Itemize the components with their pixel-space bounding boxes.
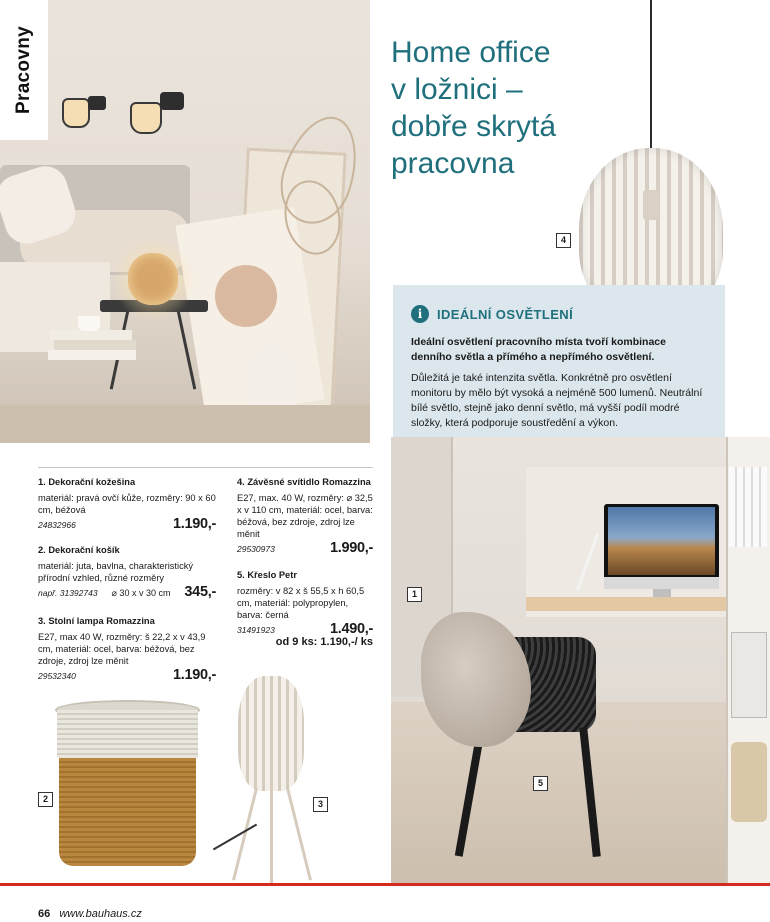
product-5 (237, 569, 373, 648)
product-3 (38, 615, 216, 682)
page-number: 66 (38, 908, 51, 920)
product-code: 29532340 (38, 671, 76, 681)
product-desc: rozměry: v 82 x š 55,5 x h 60,5 cm, materiál: polypropylen, barva: černá (237, 586, 365, 620)
product-name: 3. Stolní lampa Romazzina (38, 616, 155, 626)
product-code: např. 31392743 (38, 588, 98, 598)
section-tab (0, 0, 48, 140)
product-name: 1. Dekorační kožešina (38, 477, 136, 487)
badge-2: 2 (38, 792, 53, 807)
headline-line: dobře skrytá (391, 110, 557, 143)
info-bold-text: Ideální osvětlení pracovního místa tvoří kombinace denního světla a přímého a nepřímého osvětlení. (411, 336, 666, 363)
info-heading: IDEÁLNÍ OSVĚTLENÍ (437, 306, 574, 322)
product-desc: materiál: pravá ovčí kůže, rozměry: 90 x 60 cm, béžová (38, 493, 216, 515)
product-2 (38, 544, 216, 599)
headline-line: pracovna (391, 147, 515, 180)
product-desc: materiál: juta, bavlna, charakteristický přírodní vzhled, různé rozměry (38, 561, 194, 583)
product-price: 1.190,- (172, 667, 216, 683)
headline-line: Home office (391, 36, 551, 69)
product-price: 1.490,- (329, 621, 373, 637)
basket-image (55, 700, 200, 870)
product-name: 2. Dekorační košík (38, 545, 120, 555)
product-bulk-price: od 9 ks: 1.190,-/ ks (275, 636, 373, 648)
product-1 (38, 476, 216, 531)
bedroom-photo (0, 0, 370, 443)
divider (38, 467, 373, 468)
headline-line: v ložnici – (391, 73, 523, 106)
info-icon: i (411, 305, 429, 323)
badge-3: 3 (313, 797, 328, 812)
product-price: 345,- (184, 584, 216, 600)
product-code: 24832966 (38, 520, 76, 530)
pendant-lamp-image (577, 0, 725, 320)
product-size: ⌀ 30 x v 30 cm (111, 588, 171, 598)
product-price: 1.990,- (329, 540, 373, 556)
product-code: 31491923 (237, 625, 275, 635)
info-title (411, 305, 709, 323)
page-footer (38, 908, 142, 920)
website-link[interactable]: www.bauhaus.cz (59, 908, 142, 920)
table-lamp-image (200, 676, 320, 886)
badge-4: 4 (556, 233, 571, 248)
product-desc: E27, max 40 W, rozměry: š 22,2 x v 43,9 cm, materiál: ocel, barva: béžová, bez zdroje, zdroj lze měnit (38, 632, 206, 666)
product-4 (237, 476, 373, 555)
info-box (393, 285, 725, 440)
badge-1: 1 (407, 587, 422, 602)
product-name: 5. Křeslo Petr (237, 570, 297, 580)
office-photo (391, 437, 770, 883)
product-price: 1.190,- (172, 516, 216, 532)
product-code: 29530973 (237, 544, 275, 554)
footer-rule (0, 883, 770, 886)
product-name: 4. Závěsné svítidlo Romazzina (237, 477, 371, 487)
badge-5: 5 (533, 776, 548, 791)
info-text: Důležitá je také intenzita světla. Konkrétně pro osvětlení monitoru by mělo být vysoká a nejméně 500 lumenů. Neutrální bílé světlo, stejně jako denní světlo, má vyšší podíl modré složky, která podporuje soustředění a výkon. (411, 372, 703, 429)
product-desc: E27, max. 40 W, rozměry: ⌀ 32,5 x v 110 cm, materiál: ocel, barva: béžová, bez zdroje, zdroj lze měnit (237, 493, 373, 539)
section-label: Pracovny (13, 26, 34, 114)
